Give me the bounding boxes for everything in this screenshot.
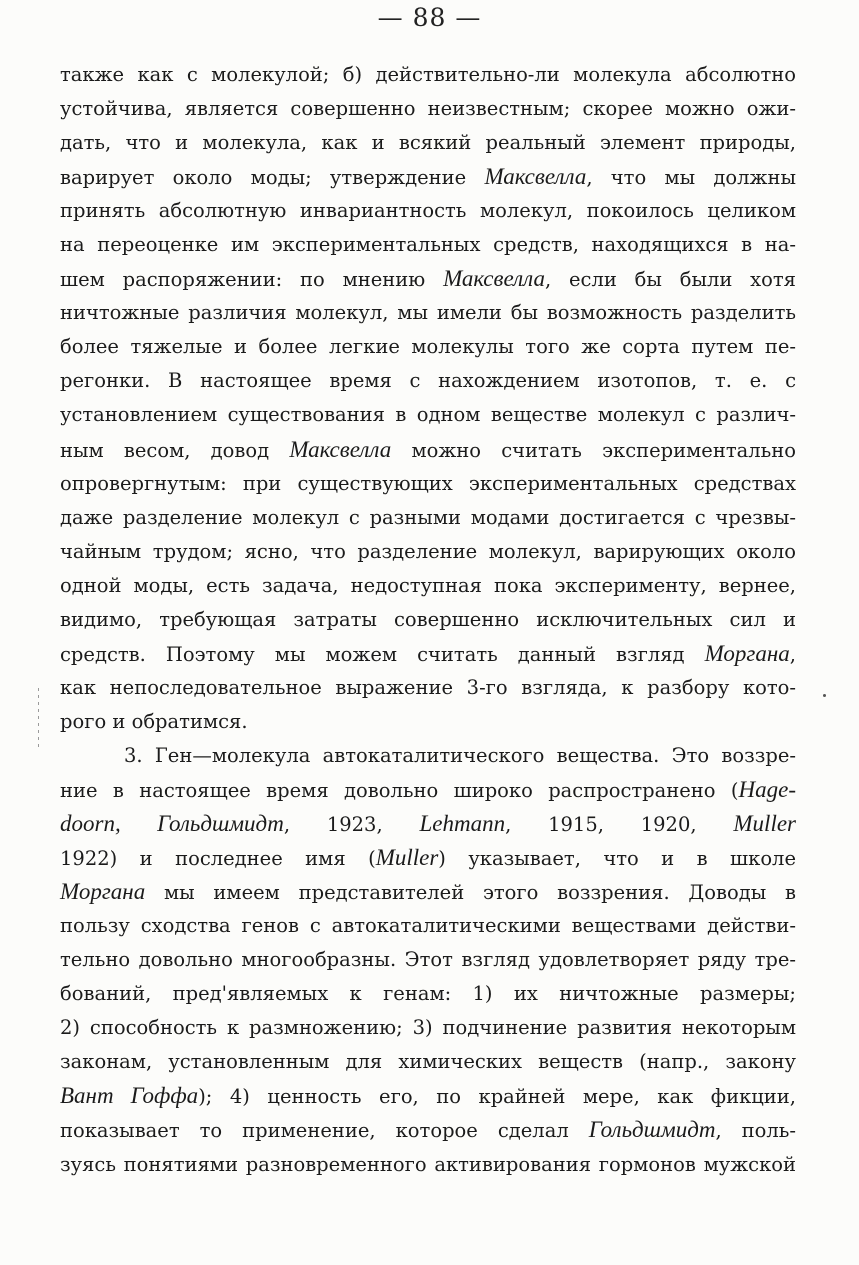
italic-name: Вант Гоффа bbox=[60, 1083, 199, 1109]
text-line bbox=[60, 739, 796, 773]
text-line bbox=[60, 58, 796, 92]
text-run: устойчива, является совершенно неизвестным; скорее можно ожи- bbox=[60, 97, 796, 121]
text-line bbox=[60, 501, 796, 535]
text-line bbox=[60, 569, 796, 603]
text-run: дать, что и молекула, как и всякий реальный элемент природы, bbox=[60, 131, 796, 155]
text-line bbox=[60, 1148, 796, 1182]
text-line bbox=[60, 126, 796, 160]
text-run: , 1915, 1920, bbox=[505, 813, 734, 837]
italic-name: Muller bbox=[733, 811, 796, 837]
text-run: видимо, требующая затраты совершенно исключительных сил и bbox=[60, 607, 796, 631]
text-line bbox=[60, 92, 796, 126]
text-run: рого и обратимся. bbox=[60, 709, 248, 733]
text-run: на переоценке им экспериментальных средств, находящихся в на- bbox=[60, 233, 796, 257]
text-line bbox=[60, 909, 796, 943]
text-line bbox=[60, 807, 796, 841]
text-run: одной моды, есть задача, недоступная пока эксперименту, вернее, bbox=[60, 573, 796, 597]
text-run: , bbox=[789, 642, 796, 666]
text-run: как непоследовательное выражение 3-го взгляда, к разбору кото- bbox=[60, 675, 796, 699]
text-line bbox=[60, 705, 796, 739]
text-run: тельно довольно многообразны. Этот взгляд удовлетворяет ряду тре- bbox=[60, 948, 796, 972]
text-line bbox=[60, 1079, 796, 1113]
text-run: средств. Поэтому мы можем считать данный взгляд bbox=[60, 642, 705, 666]
italic-name: Hage- bbox=[738, 776, 796, 802]
text-line bbox=[60, 160, 796, 194]
text-line bbox=[60, 1113, 796, 1147]
italic-name: Моргана bbox=[60, 879, 146, 905]
text-line bbox=[60, 228, 796, 262]
text-run: , что мы должны bbox=[586, 166, 796, 190]
italic-name: Гольдшмидт bbox=[588, 1117, 716, 1143]
text-line bbox=[60, 603, 796, 637]
text-run: 3. Ген—молекула автокаталитического вещества. Это воззре- bbox=[124, 743, 796, 767]
text-line bbox=[60, 330, 796, 364]
text-line bbox=[60, 467, 796, 501]
text-run: ние в настоящее время довольно широко распространено ( bbox=[60, 778, 739, 802]
italic-name: Моргана bbox=[704, 640, 790, 666]
text-run: пользу сходства генов с автокаталитическими веществами действи- bbox=[60, 914, 796, 938]
text-line bbox=[60, 637, 796, 671]
text-line bbox=[60, 841, 796, 875]
text-run: , если бы были хотя bbox=[544, 268, 796, 292]
text-line bbox=[60, 671, 796, 705]
text-run: варирует около моды; утверждение bbox=[60, 166, 485, 190]
text-line bbox=[60, 977, 796, 1011]
text-run: шем распоряжении: по мнению bbox=[60, 268, 444, 292]
text-run: опровергнутым: при существующих экспериментальных средствах bbox=[60, 471, 796, 495]
text-run: ным весом, довод bbox=[60, 438, 290, 462]
body-text bbox=[60, 58, 796, 1182]
text-run: , 1923, bbox=[283, 813, 420, 837]
text-run: ничтожные различия молекул, мы имели бы возможность разделить bbox=[60, 301, 796, 325]
margin-pencil-mark bbox=[38, 688, 39, 748]
text-line bbox=[60, 1045, 796, 1079]
text-run: принять абсолютную инвариантность молекул, покоилось целиком bbox=[60, 199, 796, 223]
text-line bbox=[60, 398, 796, 432]
text-line bbox=[60, 875, 796, 909]
italic-name: Максвелла bbox=[484, 164, 587, 190]
text-line bbox=[60, 433, 796, 467]
text-line bbox=[60, 262, 796, 296]
text-line bbox=[60, 194, 796, 228]
text-run: регонки. В настоящее время с нахождением изотопов, т. е. с bbox=[60, 369, 796, 393]
text-run: более тяжелые и более легкие молекулы того же сорта путем пе- bbox=[60, 335, 796, 359]
italic-name: Максвелла bbox=[289, 436, 392, 462]
text-line bbox=[60, 1011, 796, 1045]
ink-speck bbox=[823, 694, 826, 697]
text-run: , поль- bbox=[715, 1119, 796, 1143]
text-line bbox=[60, 364, 796, 398]
text-line bbox=[60, 296, 796, 330]
text-line bbox=[60, 943, 796, 977]
text-run: 2) способность к размножению; 3) подчинение развития некоторым bbox=[60, 1016, 796, 1040]
text-run: бований, пред'являемых к генам: 1) их ничтожные размеры; bbox=[60, 982, 796, 1006]
text-run: зуясь понятиями разновременного активирования гормонов мужской bbox=[60, 1152, 796, 1176]
text-line bbox=[60, 773, 796, 807]
text-run: можно считать экспериментально bbox=[391, 438, 796, 462]
text-run: мы имеем представителей этого воззрения. Доводы в bbox=[145, 881, 796, 905]
text-run: чайным трудом; ясно, что разделение молекул, варирующих около bbox=[60, 539, 796, 563]
text-run: ); 4) ценность его, по крайней мере, как фикции, bbox=[198, 1085, 796, 1109]
text-run: показывает то применение, которое сделал bbox=[60, 1119, 589, 1143]
text-run: ) указывает, что и в школе bbox=[438, 847, 796, 871]
page-number: — 88 — bbox=[377, 3, 482, 32]
italic-name: Muller bbox=[375, 845, 439, 871]
italic-name: Максвелла bbox=[443, 266, 545, 292]
text-run: даже разделение молекул с разными модами достигается с чрезвы- bbox=[60, 505, 796, 529]
text-run: законам, установленным для химических веществ (напр., закону bbox=[60, 1050, 796, 1074]
text-run: установлением существования в одном веществе молекул с различ- bbox=[60, 403, 796, 427]
text-run: также как с молекулой; б) действительно-ли молекула абсолютно bbox=[60, 63, 796, 86]
italic-name: Lehmann bbox=[419, 811, 506, 837]
text-line bbox=[60, 535, 796, 569]
italic-name: doorn, Гольдшмидт bbox=[60, 811, 284, 837]
text-run: 1922) и последнее имя ( bbox=[60, 847, 376, 871]
